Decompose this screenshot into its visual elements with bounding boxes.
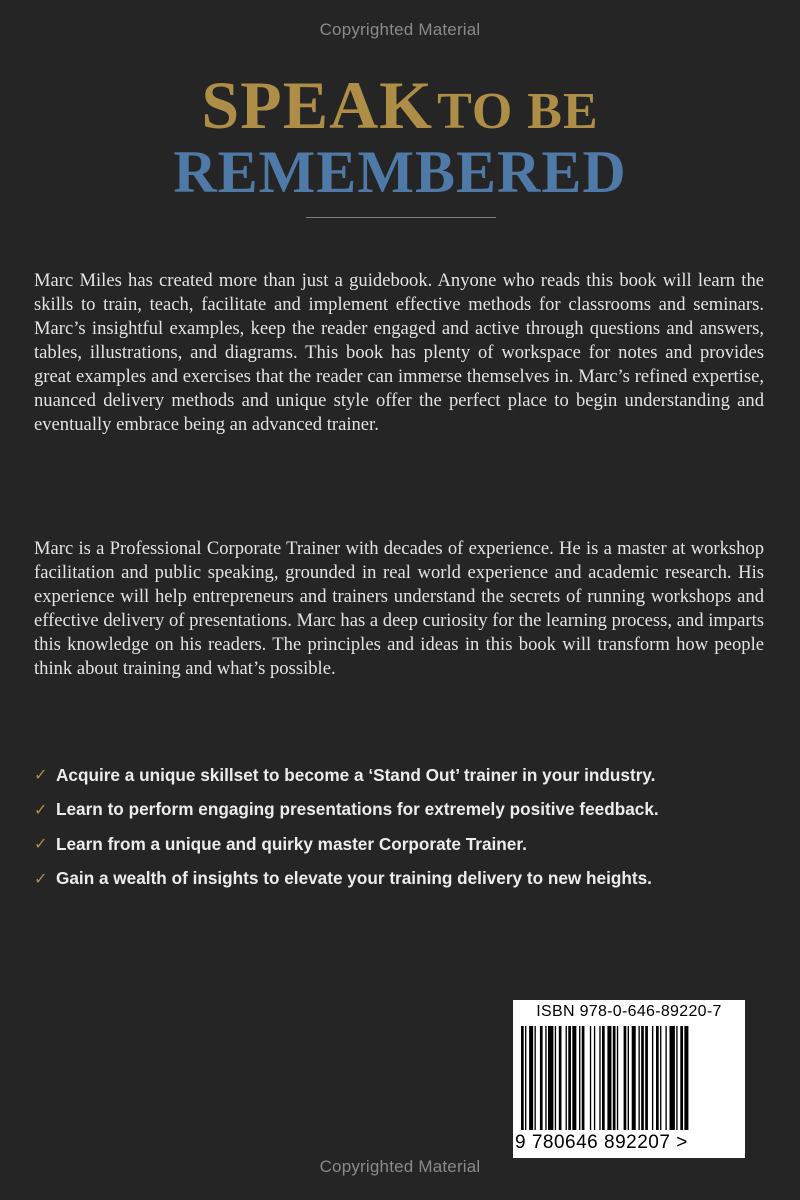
benefit-text: Gain a wealth of insights to elevate your training delivery to new heights. bbox=[56, 868, 652, 889]
barcode-bar bbox=[521, 1026, 524, 1130]
barcode-bar bbox=[676, 1026, 677, 1130]
checkmark-icon: ✓ bbox=[34, 801, 48, 819]
barcode-bar bbox=[529, 1026, 533, 1130]
benefit-list bbox=[34, 758, 774, 896]
barcode-bar bbox=[684, 1026, 688, 1130]
isbn-barcode bbox=[513, 1000, 745, 1158]
barcode-bar bbox=[559, 1026, 562, 1130]
title-word-to-be: TO BE bbox=[437, 83, 599, 140]
barcode-bar bbox=[652, 1026, 653, 1130]
barcode-bar bbox=[645, 1026, 648, 1130]
barcode-bar bbox=[641, 1026, 644, 1130]
title-line-1 bbox=[0, 66, 800, 145]
barcode-digits: 9 780646 892207 > bbox=[515, 1132, 688, 1153]
checkmark-icon: ✓ bbox=[34, 767, 48, 785]
barcode-bar bbox=[638, 1026, 639, 1130]
barcode-bar bbox=[579, 1026, 580, 1130]
barcode-bars bbox=[521, 1026, 737, 1130]
barcode-bar bbox=[624, 1026, 627, 1130]
barcode-bar bbox=[566, 1026, 567, 1130]
barcode-bar bbox=[555, 1026, 556, 1130]
isbn-label: ISBN 978-0-646-89220-7 bbox=[536, 1003, 722, 1020]
watermark-bottom: Copyrighted Material bbox=[319, 1157, 481, 1176]
barcode-bar bbox=[607, 1026, 611, 1130]
benefit-text: Acquire a unique skillset to become a ‘Stand Out’ trainer in your industry. bbox=[56, 764, 656, 785]
barcode-bar bbox=[680, 1026, 683, 1130]
barcode-bar bbox=[660, 1026, 661, 1130]
benefit-item bbox=[34, 758, 774, 793]
barcode-bar bbox=[599, 1026, 600, 1130]
checkmark-icon: ✓ bbox=[34, 870, 48, 888]
barcode-bar bbox=[613, 1026, 616, 1130]
barcode-bar bbox=[632, 1026, 636, 1130]
barcode-bar bbox=[602, 1026, 605, 1130]
barcode-bar bbox=[540, 1026, 543, 1130]
barcode-bar bbox=[525, 1026, 526, 1130]
watermark-top: Copyrighted Material bbox=[319, 20, 481, 39]
title-divider bbox=[306, 217, 496, 218]
benefit-item bbox=[34, 862, 774, 897]
barcode-bar bbox=[572, 1026, 576, 1130]
barcode-bar bbox=[535, 1026, 536, 1130]
barcode-bar bbox=[665, 1026, 666, 1130]
barcode-bar bbox=[628, 1026, 629, 1130]
barcode-bar bbox=[582, 1026, 585, 1130]
barcode-bar bbox=[568, 1026, 571, 1130]
barcode-bar bbox=[656, 1026, 659, 1130]
benefit-text: Learn from a unique and quirky master Corporate Trainer. bbox=[56, 833, 527, 854]
barcode-bar bbox=[590, 1026, 591, 1130]
benefit-text: Learn to perform engaging presentations for extremely positive feedback. bbox=[56, 799, 659, 820]
benefit-item bbox=[34, 827, 774, 862]
barcode-bar bbox=[545, 1026, 546, 1130]
barcode-bar bbox=[594, 1026, 595, 1130]
title-word-speak: SPEAK bbox=[201, 67, 434, 143]
checkmark-icon: ✓ bbox=[34, 836, 48, 854]
barcode-bar bbox=[670, 1026, 675, 1130]
description-paragraph: Marc Miles has created more than just a guidebook. Anyone who reads this book will learn the skills to train, teach, facilitate and implement effective methods for classrooms and seminars. Marc’s insightful examples, keep the reader engaged and active through questions and answers, tables, illustrations, and diagrams. This book has plenty of workspace for notes and provides great examples and exercises that the reader can immerse themselves in. Marc’s refined expertise, nuanced delivery methods and unique style offer the perfect place to begin understanding and eventually embrace being an advanced trainer. bbox=[34, 270, 764, 435]
author-paragraph: Marc is a Professional Corporate Trainer with decades of experience. He is a master at workshop facilitation and public speaking, grounded in real world experience and academic research. His experience will help entrepreneurs and trainers understand the secrets of running workshops and effective delivery of presentations. Marc has a deep curiosity for the learning process, and imparts this knowledge on his readers. The principles and ideas in this book will transform how people think about training and what’s possible. bbox=[34, 538, 764, 679]
barcode-bar bbox=[548, 1026, 553, 1130]
benefit-item bbox=[34, 793, 774, 828]
barcode-bar bbox=[617, 1026, 618, 1130]
title-line-2: REMEMBERED bbox=[173, 139, 627, 205]
